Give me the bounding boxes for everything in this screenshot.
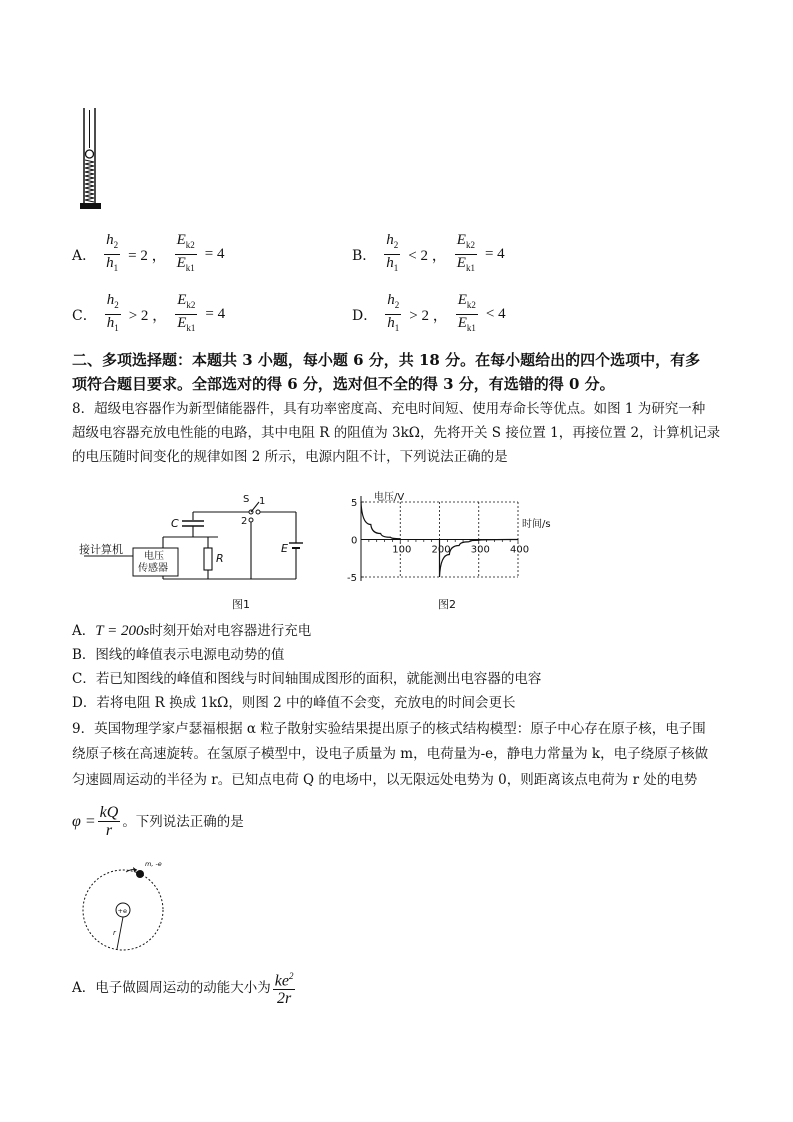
q9-potential-formula: φ = $\frac{kQ}{r}$ 。下列说法正确的是 xyxy=(72,804,244,839)
q9-stem-line3: 匀速圆周运动的半径为 r。已知点电荷 Q 的电场中，以无限远处电势为 0，则距离该点电荷为 r 处的电势 xyxy=(72,772,698,788)
capacitor-label: C xyxy=(171,517,179,530)
radius-label: r xyxy=(113,929,116,937)
ek-ratio: $\frac{E_{k2}}{E_{k1}}$ xyxy=(456,232,475,273)
section-heading-line1: 二、多项选择题：本题共 3 小题，每小题 6 分，共 18 分。在每小题给出的四个选项中，有多 xyxy=(72,351,701,369)
q9-atom-figure xyxy=(76,855,176,955)
h-ratio: $\frac{h_2}{h_1}$ xyxy=(386,232,399,273)
computer-label: 接计算机 xyxy=(79,543,123,556)
resistor-label: R xyxy=(216,552,224,565)
q8-option-a[interactable]: A．T = 200s时刻开始对电容器进行充电 xyxy=(72,623,312,639)
series-line-charge xyxy=(361,502,400,539)
x-tick-label: 100 xyxy=(392,544,412,556)
y-axis-label: 电压/V xyxy=(374,492,405,503)
q7-option-d[interactable]: D． $\frac{h_2}{h_1}$ > 2 ， $\frac{E_{k2}}{E_{k1}}$ < 4 xyxy=(352,292,506,337)
electron-label: m, -e xyxy=(145,860,162,868)
q7-option-a[interactable]: A． $\frac{h_2}{h_1}$ = 2 ， $\frac{E_{k2}}{E_{k1}}$ = 4 xyxy=(72,232,224,277)
electron xyxy=(136,870,144,878)
h-ratio: $\frac{h_2}{h_1}$ xyxy=(106,232,119,273)
sensor-label-1: 电压 xyxy=(144,551,164,562)
switch-pos1-label: 1 xyxy=(259,496,266,507)
q8-stem-line2: 超级电容器充放电性能的电路，其中电阻 R 的阻值为 3kΩ，先将开关 S 接位置 1，再接位置 2，计算机记录 xyxy=(72,425,721,441)
radius-line xyxy=(117,917,123,949)
nucleus-label: +e xyxy=(117,907,127,915)
q8-option-c[interactable]: C．若已知图线的峰值和图线与时间轴围成图形的面积，就能测出电容器的电容 xyxy=(72,671,542,687)
q9-stem-line1: 9．英国物理学家卢瑟福根据 α 粒子散射实验结果提出原子的核式结构模型：原子中心存在原子核，电子围 xyxy=(72,721,706,737)
y-tick-label: -5 xyxy=(347,573,357,584)
q8-circuit-figure xyxy=(78,490,318,615)
ek-ratio: $\frac{E_{k2}}{E_{k1}}$ xyxy=(177,292,196,333)
spring-apparatus-figure xyxy=(70,100,110,215)
q8-option-b[interactable]: B．图线的峰值表示电源电动势的值 xyxy=(72,647,285,663)
resistor xyxy=(204,548,212,570)
x-tick-label: 300 xyxy=(470,544,490,556)
q7-option-b[interactable]: B． $\frac{h_2}{h_1}$ < 2 ， $\frac{E_{k2}}{E_{k1}}$ = 4 xyxy=(352,232,505,277)
x-tick-label: 400 xyxy=(510,544,530,556)
section-heading-line2: 项符合题目要求。全部选对的得 6 分，选对但不全的得 3 分，有选错的得 0 分。 xyxy=(72,375,615,393)
y-tick-label: 5 xyxy=(351,498,358,509)
q9-stem-line2: 绕原子核在高速旋转。在氢原子模型中，设电子质量为 m，电荷量为-e，静电力常量为 k，电子绕原子核做 xyxy=(72,746,709,762)
ek-ratio: $\frac{E_{k2}}{E_{k1}}$ xyxy=(176,232,195,273)
x-tick-label: 200 xyxy=(431,544,451,556)
q9-option-a[interactable]: A． 电子做圆周运动的动能大小为 $\frac{ke^2}{2r}$ xyxy=(72,968,297,1007)
q8-voltage-chart xyxy=(338,490,551,595)
q8-stem-line3: 的电压随时间变化的规律如图 2 所示，电源内阻不计，下列说法正确的是 xyxy=(72,449,508,465)
fig2-caption: 图2 xyxy=(438,598,456,611)
h-ratio: $\frac{h_2}{h_1}$ xyxy=(387,292,400,333)
x-axis-label: 时间/s xyxy=(522,519,551,530)
switch-pos2-label: 2 xyxy=(241,516,248,527)
emf-label: E xyxy=(281,542,288,555)
h-ratio: $\frac{h_2}{h_1}$ xyxy=(106,292,119,333)
q8-stem-line1: 8．超级电容器作为新型储能器件，具有功率密度高、充电时间短、使用寿命长等优点。如图 1 为研究一种 xyxy=(72,401,706,417)
q7-option-c[interactable]: C． $\frac{h_2}{h_1}$ > 2 ， $\frac{E_{k2}}{E_{k1}}$ = 4 xyxy=(72,292,225,337)
sensor-label-2: 传感器 xyxy=(138,563,168,574)
y-tick-label: 0 xyxy=(351,535,358,547)
fig1-caption: 图1 xyxy=(232,598,250,611)
ek-ratio: $\frac{E_{k2}}{E_{k1}}$ xyxy=(457,292,476,333)
q8-option-d[interactable]: D．若将电阻 R 换成 1kΩ，则图 2 中的峰值不会变，充放电的时间会更长 xyxy=(72,695,516,711)
switch-label: S xyxy=(243,494,250,505)
